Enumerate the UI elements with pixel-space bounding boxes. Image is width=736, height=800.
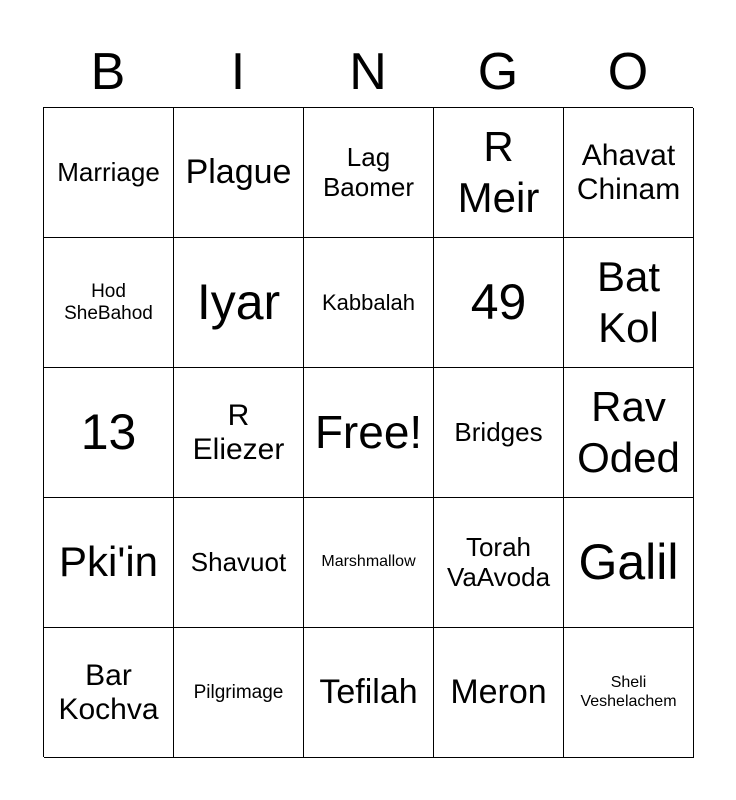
header-letter-g: G: [477, 43, 519, 101]
bingo-header: [43, 40, 693, 104]
bingo-cell[interactable]: [434, 498, 564, 628]
bingo-cell-text: R Meir: [457, 123, 540, 221]
bingo-cell[interactable]: [434, 368, 564, 498]
header-letter-i: I: [230, 43, 246, 101]
bingo-cell[interactable]: [44, 498, 174, 628]
bingo-cell-text: Sheli Veshelachem: [580, 674, 677, 710]
bingo-cell[interactable]: [44, 368, 174, 498]
bingo-cell-text: Pki'in: [58, 538, 159, 586]
bingo-cell-text: Plague: [185, 152, 292, 191]
bingo-cell[interactable]: [564, 108, 694, 238]
bingo-board: [43, 107, 693, 757]
bingo-cell[interactable]: [174, 498, 304, 628]
bingo-cell-text: Marshmallow: [321, 553, 416, 571]
bingo-cell-text: Shavuot: [190, 546, 287, 577]
bingo-cell[interactable]: [44, 238, 174, 368]
bingo-cell[interactable]: [174, 628, 304, 758]
bingo-cell-text: Kabbalah: [322, 289, 415, 315]
bingo-cell-text: Marriage: [57, 156, 160, 187]
bingo-cell[interactable]: [434, 108, 564, 238]
bingo-cell-text: Ahavat Chinam: [576, 138, 681, 206]
bingo-cell[interactable]: [44, 628, 174, 758]
bingo-cell-text: Bridges: [454, 416, 543, 447]
bingo-cell-text: 13: [80, 403, 137, 460]
bingo-cell-text: Bar Kochva: [58, 658, 159, 726]
bingo-cell-text: Rav Oded: [577, 383, 680, 481]
bingo-cell-text: Bat Kol: [596, 253, 661, 351]
bingo-cell-text: Free!: [314, 406, 423, 459]
bingo-cell-text: Meron: [450, 672, 547, 711]
bingo-cell[interactable]: [304, 498, 434, 628]
bingo-cell[interactable]: [434, 238, 564, 368]
bingo-cell[interactable]: [304, 108, 434, 238]
bingo-cell-text: R Eliezer: [192, 398, 285, 466]
bingo-cell[interactable]: [434, 628, 564, 758]
bingo-cell-text: 49: [470, 273, 527, 330]
bingo-cell[interactable]: [564, 238, 694, 368]
bingo-cell[interactable]: [564, 368, 694, 498]
header-letter-n: N: [349, 43, 387, 101]
bingo-cell-text: Tefilah: [319, 672, 418, 711]
bingo-cell[interactable]: [174, 108, 304, 238]
bingo-cell[interactable]: [304, 368, 434, 498]
header-letter-b: B: [90, 43, 126, 101]
bingo-cell-text: Iyar: [196, 273, 281, 330]
bingo-cell[interactable]: [174, 238, 304, 368]
bingo-cell-text: Lag Baomer: [322, 141, 415, 202]
bingo-cell[interactable]: [564, 498, 694, 628]
bingo-cell-text: Pilgrimage: [193, 681, 284, 703]
bingo-cell-text: Galil: [578, 533, 679, 590]
bingo-cell[interactable]: [304, 628, 434, 758]
bingo-cell[interactable]: [44, 108, 174, 238]
bingo-cell[interactable]: [174, 368, 304, 498]
header-letter-o: O: [607, 43, 649, 101]
bingo-cell[interactable]: [564, 628, 694, 758]
bingo-cell[interactable]: [304, 238, 434, 368]
bingo-cell-text: Torah VaAvoda: [446, 531, 551, 592]
bingo-cell-text: Hod SheBahod: [64, 280, 153, 324]
